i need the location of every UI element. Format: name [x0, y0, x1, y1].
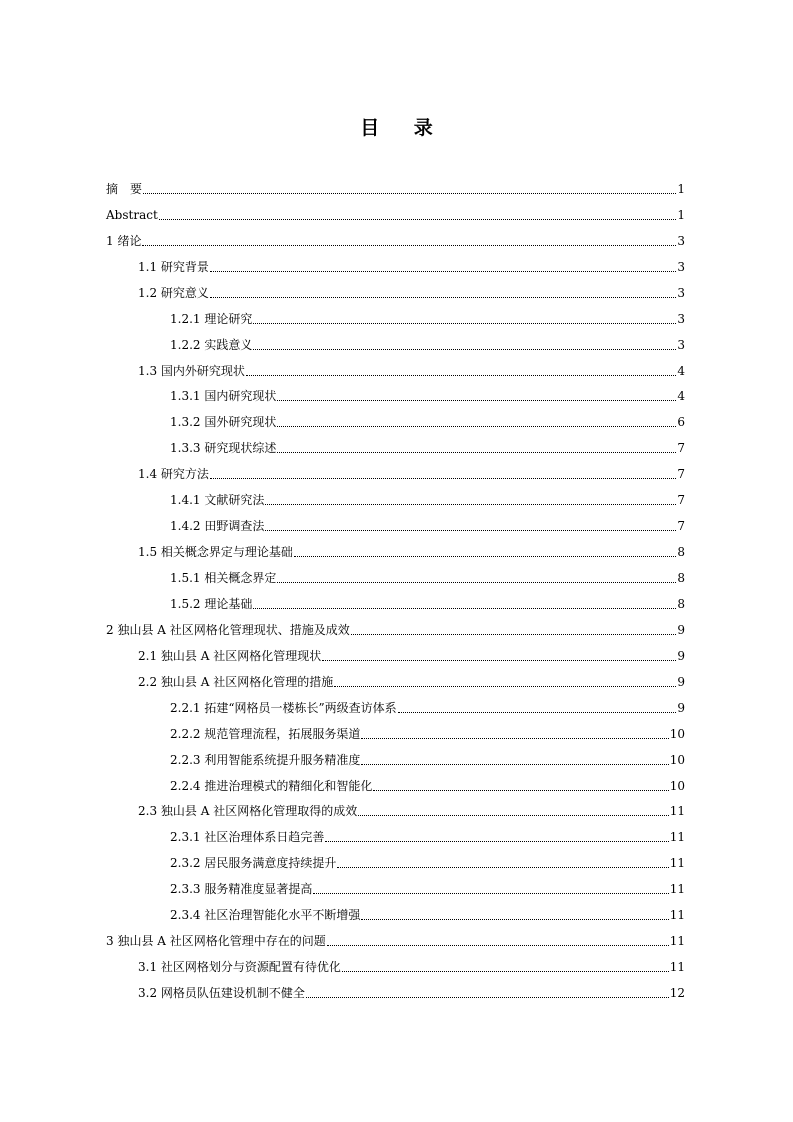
dot-leader [313, 892, 668, 894]
dot-leader [322, 659, 676, 661]
toc-entry[interactable] [138, 355, 685, 381]
toc-entry[interactable] [106, 225, 685, 251]
dot-leader [361, 763, 668, 765]
toc-entry[interactable] [138, 977, 685, 1003]
dot-leader [361, 737, 668, 739]
toc-entry-page-number: 11 [669, 908, 685, 923]
toc-entry-label: 1 绪论 [106, 233, 142, 248]
toc-entry-page-number: 11 [669, 960, 685, 975]
toc-entry-label: 2.2.2 规范管理流程，拓展服务渠道 [170, 726, 361, 741]
toc-entry-page-number: 10 [669, 752, 685, 767]
toc-entry[interactable] [138, 251, 685, 277]
toc-entry-page-number: 3 [677, 311, 685, 326]
dot-leader [210, 270, 676, 272]
toc-entry-page-number: 10 [669, 726, 685, 741]
toc-entry-label: 2.2 独山县 A 社区网格化管理的措施 [138, 674, 334, 689]
toc-entry-page-number: 7 [677, 493, 685, 508]
toc-entry[interactable] [170, 329, 685, 355]
dot-leader [277, 399, 676, 401]
toc-entry[interactable] [106, 614, 685, 640]
toc-entry-page-number: 6 [677, 415, 685, 430]
toc-entry[interactable] [170, 692, 685, 718]
dot-leader [253, 348, 676, 350]
toc-entry-page-number: 11 [669, 856, 685, 871]
toc-entry-page-number: 8 [677, 571, 685, 585]
toc-entry-label: 1.4.2 田野调查法 [170, 519, 265, 534]
toc-entry-label: 1.4.1 文献研究法 [170, 493, 265, 508]
toc-entry-page-number: 9 [677, 700, 685, 715]
toc-entry-page-number: 11 [669, 934, 685, 949]
dot-leader [361, 918, 668, 920]
toc-entry-label: 1.3.1 国内研究现状 [170, 389, 277, 404]
dot-leader [142, 244, 676, 246]
toc-entry-label: 2.2.3 利用智能系统提升服务精准度 [170, 752, 361, 767]
toc-entry-label: 1.5 相关概念界定与理论基础 [138, 545, 293, 560]
toc-title: 目 录 [360, 117, 447, 139]
toc-entry-page-number: 10 [669, 778, 685, 793]
toc-entry-label: 1.3.2 国外研究现状 [170, 415, 277, 430]
toc-entry-page-number: 3 [677, 337, 685, 352]
dot-leader [210, 477, 676, 479]
toc-entry[interactable] [170, 847, 685, 873]
toc-entry[interactable] [138, 536, 685, 562]
toc-entry-page-number: 3 [677, 233, 685, 248]
toc-entry-page-number: 1 [677, 207, 685, 222]
toc-entry-label: 2.2.4 推进治理模式的精细化和智能化 [170, 778, 373, 793]
toc-entry-label: 3 独山县 A 社区网格化管理中存在的问题 [106, 934, 326, 949]
dot-leader [373, 789, 668, 791]
toc-entry[interactable] [170, 899, 685, 925]
toc-entry-label: 1.5.2 理论基础 [170, 596, 253, 611]
toc-entry-page-number: 7 [677, 441, 685, 456]
dot-leader [143, 192, 676, 194]
toc-entry-label: 3.1 社区网格划分与资源配置有待优化 [138, 960, 341, 975]
dot-leader [334, 685, 676, 687]
toc-entry-label: 摘 要 [106, 181, 143, 196]
toc-entry-page-number: 9 [677, 648, 685, 663]
toc-entry-label: 2.3 独山县 A 社区网格化管理取得的成效 [138, 804, 358, 819]
toc-entry-label: 1.2.1 理论研究 [170, 311, 253, 326]
toc-entry[interactable] [106, 199, 685, 225]
toc-entry[interactable] [170, 432, 685, 458]
toc-entry-page-number: 4 [677, 389, 685, 404]
toc-entry-label: 1.3 国内外研究现状 [138, 363, 245, 378]
toc-entry-label: 1.3.3 研究现状综述 [170, 441, 277, 456]
toc-entry[interactable] [138, 640, 685, 666]
toc-entry[interactable] [170, 821, 685, 847]
toc-entry[interactable] [170, 588, 685, 614]
toc-entry[interactable] [170, 744, 685, 770]
toc-entry-label: 1.5.1 相关概念界定 [170, 571, 277, 585]
dot-leader [277, 581, 676, 583]
toc-entry-label: Abstract [106, 207, 158, 222]
dot-leader [277, 425, 676, 427]
toc-entry-page-number: 4 [677, 363, 685, 378]
toc-entry-page-number: 11 [669, 882, 685, 897]
toc-entry-page-number: 8 [677, 596, 685, 611]
toc-entry-page-number: 8 [677, 545, 685, 560]
dot-leader [210, 296, 676, 298]
dot-leader [306, 996, 669, 998]
toc-entry[interactable] [138, 666, 685, 692]
toc-entry[interactable] [170, 873, 685, 899]
toc-entry-page-number: 3 [677, 259, 685, 274]
toc-entry[interactable] [170, 381, 685, 407]
dot-leader [337, 866, 668, 868]
dot-leader [398, 711, 677, 713]
toc-entry-page-number: 12 [669, 986, 685, 1000]
toc-entry-page-number: 3 [677, 285, 685, 300]
toc-entry[interactable] [170, 510, 685, 536]
toc-entry-page-number: 1 [677, 181, 685, 196]
toc-entry-label: 2.3.1 社区治理体系日趋完善 [170, 830, 325, 845]
toc-entry-page-number: 7 [677, 519, 685, 534]
toc-entry-page-number: 7 [677, 467, 685, 482]
toc-entry[interactable] [106, 925, 685, 951]
toc-entry-page-number: 9 [677, 622, 685, 637]
dot-leader [253, 607, 676, 609]
toc-entry[interactable] [170, 406, 685, 432]
toc-entry-page-number: 9 [677, 674, 685, 689]
toc-entry-label: 1.1 研究背景 [138, 259, 209, 274]
dot-leader [265, 529, 676, 531]
toc-entry-label: 2.2.1 拓建“网格员一楼栋长”两级查访体系 [170, 700, 397, 715]
toc-entry[interactable] [170, 770, 685, 796]
toc-entry-page-number: 11 [669, 830, 685, 845]
toc-entry[interactable] [138, 277, 685, 303]
toc-entry-label: 1.2 研究意义 [138, 285, 209, 300]
toc-entry-label: 2.3.3 服务精准度显著提高 [170, 882, 313, 897]
toc-entry[interactable] [138, 458, 685, 484]
toc-entry-label: 1.4 研究方法 [138, 467, 209, 482]
dot-leader [246, 374, 676, 376]
table-of-contents [0, 173, 793, 1003]
dot-leader [265, 503, 676, 505]
dot-leader [358, 814, 669, 816]
toc-entry-label: 2.3.4 社区治理智能化水平不断增强 [170, 908, 361, 923]
dot-leader [294, 555, 676, 557]
dot-leader [342, 970, 669, 972]
toc-entry-label: 2 独山县 A 社区网格化管理现状、措施及成效 [106, 622, 350, 637]
dot-leader [325, 840, 668, 842]
toc-entry[interactable] [170, 484, 685, 510]
toc-entry[interactable] [170, 562, 685, 588]
toc-entry-label: 3.2 网格员队伍建设机制不健全 [138, 986, 305, 1000]
dot-leader [277, 451, 676, 453]
toc-entry[interactable] [170, 718, 685, 744]
dot-leader [253, 322, 676, 324]
dot-leader [159, 218, 677, 220]
toc-entry[interactable] [106, 173, 685, 199]
dot-leader [351, 633, 677, 635]
toc-entry[interactable] [138, 796, 685, 822]
toc-entry-label: 2.1 独山县 A 社区网格化管理现状 [138, 648, 322, 663]
toc-entry-label: 1.2.2 实践意义 [170, 337, 253, 352]
toc-entry-page-number: 11 [669, 804, 685, 819]
toc-entry[interactable] [170, 303, 685, 329]
toc-entry-label: 2.3.2 居民服务满意度持续提升 [170, 856, 337, 871]
dot-leader [327, 944, 669, 946]
toc-entry[interactable] [138, 951, 685, 977]
